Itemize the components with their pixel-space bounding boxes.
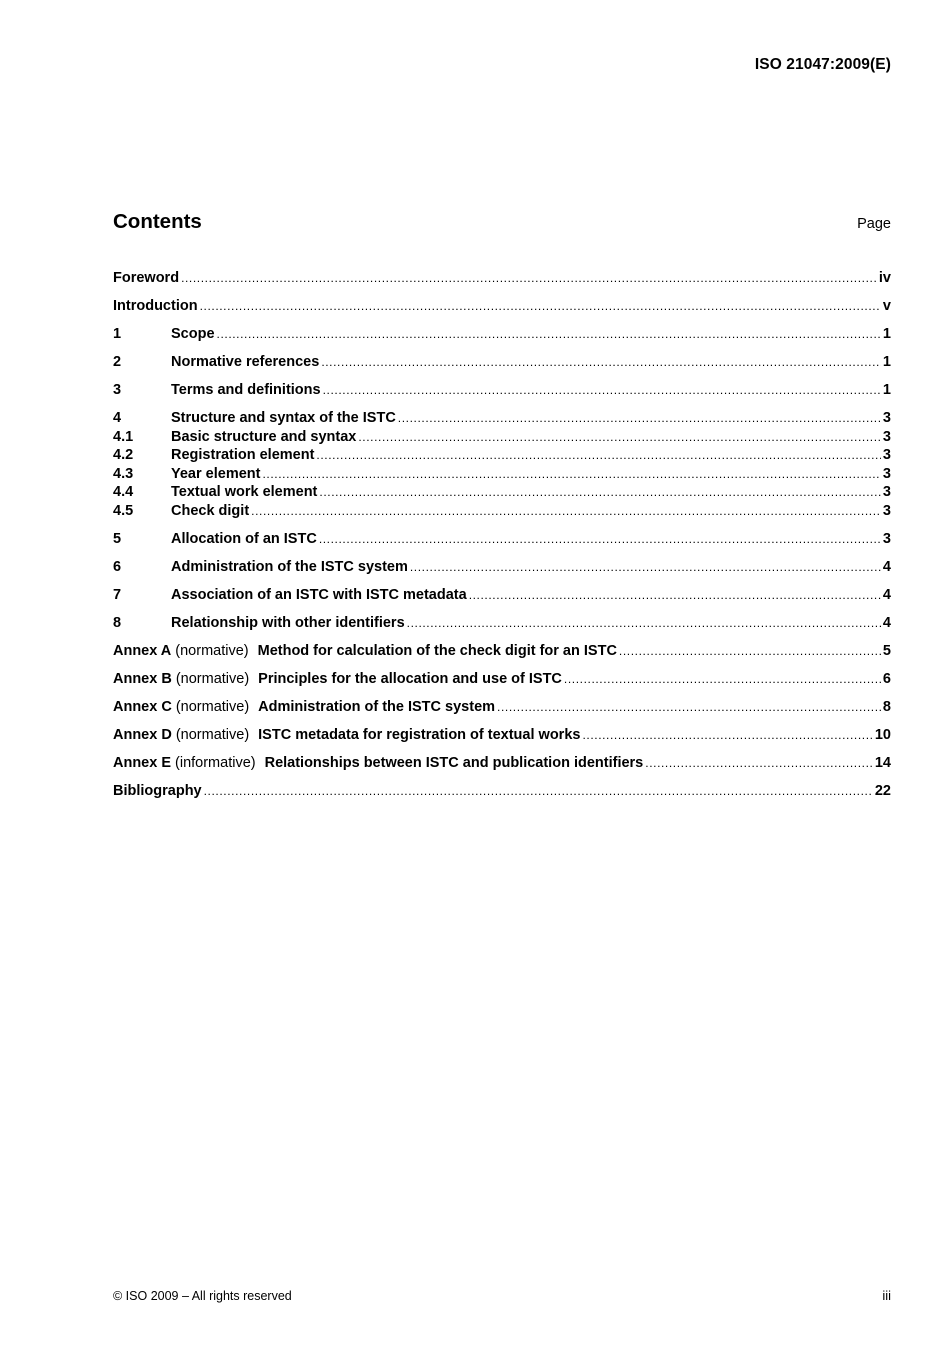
toc-entry-annex-b[interactable] [113,670,891,689]
toc-entry-title: Basic structure and syntax [171,428,357,445]
toc-entry-number: 6 [113,558,122,575]
annex-kind: (normative) [175,698,250,715]
toc-entry-number: 7 [113,586,122,603]
page-number: iii [882,1288,891,1303]
toc-entry-number: 4.5 [113,502,134,519]
toc-entry-title: Scope [171,326,215,342]
toc-entry-number: 4 [113,410,122,426]
toc-entry-structure-and-syntax[interactable] [113,409,891,428]
toc-entry-title: Method for calculation of the check digit for an ISTC [257,642,617,659]
document-id: ISO 21047:2009(E) [754,56,891,73]
toc-entry-page: 3 [882,484,891,500]
contents-heading: Contents [113,210,202,233]
toc-entry-title: Bibliography [113,782,202,799]
annex-label: Annex A [113,642,172,659]
toc-entry-title: ISTC metadata for registration of textual works [258,726,581,743]
page-column-label: Page [857,216,891,232]
toc-entry-page: 4 [882,614,891,631]
toc-entry-title: Year element [171,465,261,482]
dot-leader [619,642,881,661]
toc-entry-title: Structure and syntax of the ISTC [171,410,396,426]
toc-entry-page: 3 [882,428,891,445]
toc-entry-page: 3 [882,447,891,463]
toc-entry-relationship[interactable] [113,614,891,633]
toc-entry-number: 2 [113,354,122,370]
toc-entry-association[interactable] [113,586,891,605]
toc-entry-annex-d[interactable] [113,726,891,745]
toc-entry-introduction[interactable] [113,297,891,316]
toc-entry-number: 4.3 [113,465,134,482]
dot-leader [410,558,881,577]
dot-leader [407,614,881,633]
toc-entry-basic-structure[interactable] [113,428,891,447]
dot-leader [200,297,881,316]
annex-label: Annex D [113,726,172,743]
toc-entry-bibliography[interactable] [113,782,891,801]
toc-entry-page: 4 [882,558,891,575]
toc-entry-annex-a[interactable] [113,642,891,661]
toc-entry-number: 1 [113,326,122,342]
dot-leader [398,409,881,428]
annex-kind: (normative) [175,670,250,687]
toc-entry-title: Principles for the allocation and use of ISTC [258,670,562,687]
toc-entry-foreword[interactable] [113,269,891,288]
toc-entry-terms-and-definitions[interactable] [113,381,891,400]
dot-leader [469,586,881,605]
toc-entry-title: Textual work element [171,484,318,500]
dot-leader [497,698,881,717]
toc-entry-title: Terms and definitions [171,382,321,398]
toc-entry-number: 4.2 [113,447,134,463]
dot-leader [204,782,873,801]
toc-entry-title: Foreword [113,270,180,286]
toc-entry-page: 22 [874,782,891,799]
toc-entry-page: 3 [882,465,891,482]
toc-entry-scope[interactable] [113,325,891,344]
toc-entry-title: Relationship with other identifiers [171,614,405,631]
toc-entry-page: 1 [882,326,891,342]
toc-entry-number: 4.1 [113,428,134,445]
annex-label: Annex C [113,698,172,715]
toc-entry-textual-work-element[interactable] [113,483,891,502]
toc-entry-annex-c[interactable] [113,698,891,717]
toc-entry-year-element[interactable] [113,465,891,484]
toc-entry-title: Relationships between ISTC and publication identifiers [264,754,644,771]
dot-leader [316,446,881,465]
toc-entry-page: 3 [882,530,891,547]
toc-entry-title: Association of an ISTC with ISTC metadata [171,586,467,603]
toc-entry-allocation[interactable] [113,530,891,549]
toc-entry-title: Allocation of an ISTC [171,530,317,547]
toc-entry-number: 4.4 [113,484,134,500]
toc-entry-number: 5 [113,530,122,547]
toc-entry-title: Administration of the ISTC system [171,558,408,575]
toc-entry-title: Normative references [171,354,320,370]
toc-entry-normative-references[interactable] [113,353,891,372]
dot-leader [582,726,872,745]
toc-entry-page: 3 [882,410,891,426]
annex-kind: (normative) [175,642,249,659]
toc-entry-annex-e[interactable] [113,754,891,773]
dot-leader [564,670,881,689]
dot-leader [319,483,881,502]
toc-entry-page: 14 [874,754,891,771]
toc-entry-page: iv [878,270,891,286]
toc-entry-page: v [882,298,891,314]
dot-leader [358,428,881,447]
toc-entry-registration-element[interactable] [113,446,891,465]
toc-entry-page: 3 [882,502,891,519]
toc-entry-page: 1 [882,354,891,370]
toc-entry-page: 5 [882,642,891,659]
annex-label: Annex B [113,670,172,687]
dot-leader [645,754,873,773]
annex-kind: (informative) [175,754,256,771]
copyright-notice: © ISO 2009 – All rights reserved [113,1289,292,1303]
toc-entry-administration[interactable] [113,558,891,577]
annex-kind: (normative) [175,726,250,743]
dot-leader [262,465,880,484]
dot-leader [217,325,881,344]
dot-leader [181,269,877,288]
toc-entry-page: 8 [882,698,891,715]
toc-entry-page: 4 [882,586,891,603]
toc-entry-number: 3 [113,382,122,398]
dot-leader [323,381,881,400]
toc-entry-title: Registration element [171,447,315,463]
table-of-contents [113,269,891,800]
toc-entry-page: 1 [882,382,891,398]
toc-entry-title: Introduction [113,298,198,314]
dot-leader [319,530,881,549]
toc-entry-check-digit[interactable] [113,502,891,521]
toc-entry-page: 6 [882,670,891,687]
toc-entry-page: 10 [874,726,891,743]
annex-label: Annex E [113,754,172,771]
toc-entry-number: 8 [113,614,122,631]
toc-entry-title: Administration of the ISTC system [258,698,496,715]
toc-entry-title: Check digit [171,502,250,519]
dot-leader [321,353,881,372]
dot-leader [251,502,881,521]
